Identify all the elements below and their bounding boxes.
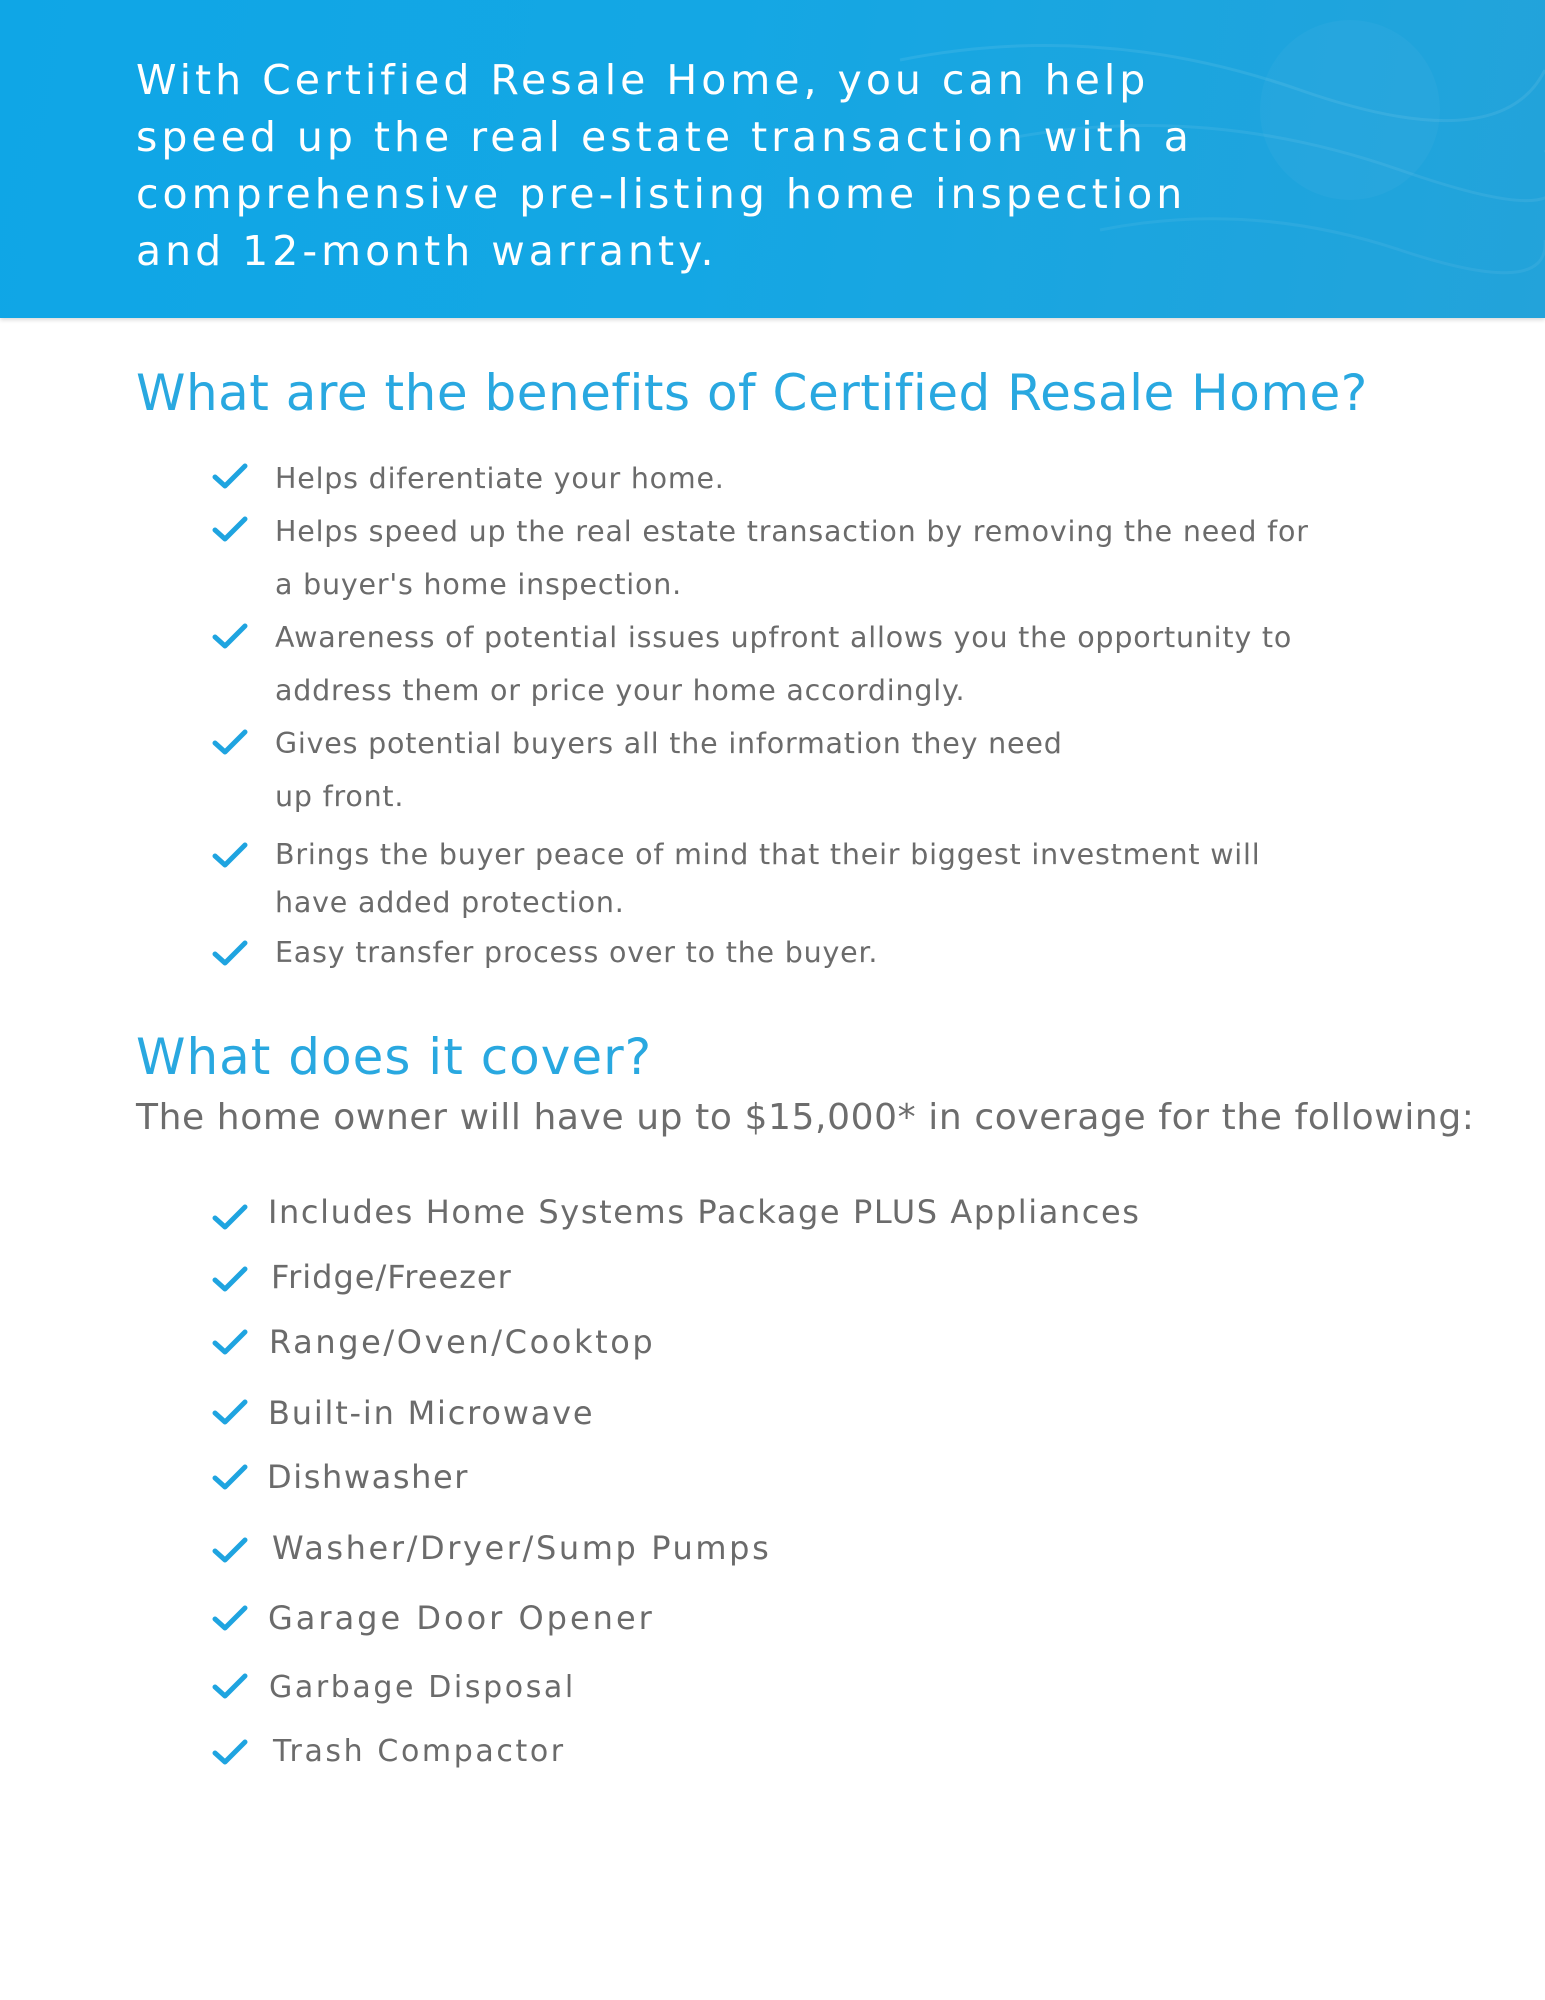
benefit-line: Helps diferentiate your home.	[275, 462, 725, 495]
checkmark-icon	[212, 940, 248, 968]
checkmark-icon	[212, 729, 248, 757]
coverage-text: Includes Home Systems Package PLUS Appliances	[268, 1193, 1141, 1231]
benefits-heading: What are the benefits of Certified Resale Home?	[136, 364, 1368, 422]
benefit-line: Awareness of potential issues upfront allows you the opportunity to	[275, 621, 1293, 654]
benefit-text	[275, 452, 725, 505]
benefit-line: a buyer's home inspection.	[275, 568, 682, 601]
checkmark-icon	[212, 1739, 248, 1767]
benefit-line: Easy transfer process over to the buyer.	[275, 936, 879, 969]
intro-line: comprehensive pre-listing home inspection	[136, 170, 1187, 218]
checkmark-icon	[212, 1464, 248, 1492]
checkmark-icon	[212, 1537, 248, 1565]
coverage-text: Garage Door Opener	[268, 1599, 655, 1637]
intro-text	[136, 52, 1336, 280]
checkmark-icon	[212, 842, 248, 870]
benefit-text	[275, 926, 878, 979]
header-banner	[0, 0, 1545, 318]
checkmark-icon	[212, 1266, 248, 1294]
benefit-line: address them or price your home accordingly.	[275, 674, 966, 707]
coverage-text: Built-in Microwave	[268, 1394, 595, 1432]
checkmark-icon	[212, 1605, 248, 1633]
coverage-text: Washer/Dryer/Sump Pumps	[272, 1529, 772, 1567]
benefit-text	[275, 831, 1260, 927]
benefit-text	[275, 717, 1063, 823]
benefit-line: Helps speed up the real estate transaction by removing the need for	[275, 515, 1309, 548]
checkmark-icon	[212, 1399, 248, 1427]
checkmark-icon	[212, 623, 248, 651]
checkmark-icon	[212, 463, 248, 491]
coverage-heading: What does it cover?	[136, 1028, 653, 1086]
coverage-text: Range/Oven/Cooktop	[269, 1323, 656, 1361]
checkmark-icon	[212, 1329, 248, 1357]
checkmark-icon	[212, 1673, 248, 1701]
intro-line: With Certified Resale Home, you can help	[136, 56, 1150, 104]
coverage-text: Garbage Disposal	[269, 1670, 576, 1705]
checkmark-icon	[212, 1204, 248, 1232]
benefit-text	[275, 505, 1309, 611]
intro-line: and 12-month warranty.	[136, 227, 718, 275]
checkmark-icon	[212, 516, 248, 544]
intro-line: speed up the real estate transaction with a	[136, 113, 1193, 161]
benefit-line: Brings the buyer peace of mind that their biggest investment will	[275, 838, 1261, 871]
benefit-line: have added protection.	[275, 886, 625, 919]
benefit-text	[275, 611, 1292, 717]
coverage-text: Fridge/Freezer	[271, 1258, 512, 1296]
benefit-line: up front.	[275, 780, 405, 813]
benefit-line: Gives potential buyers all the information they need	[275, 727, 1063, 760]
coverage-text: Trash Compactor	[273, 1734, 566, 1769]
coverage-text: Dishwasher	[267, 1458, 470, 1496]
coverage-subheading: The home owner will have up to $15,000* in coverage for the following:	[136, 1097, 1475, 1138]
